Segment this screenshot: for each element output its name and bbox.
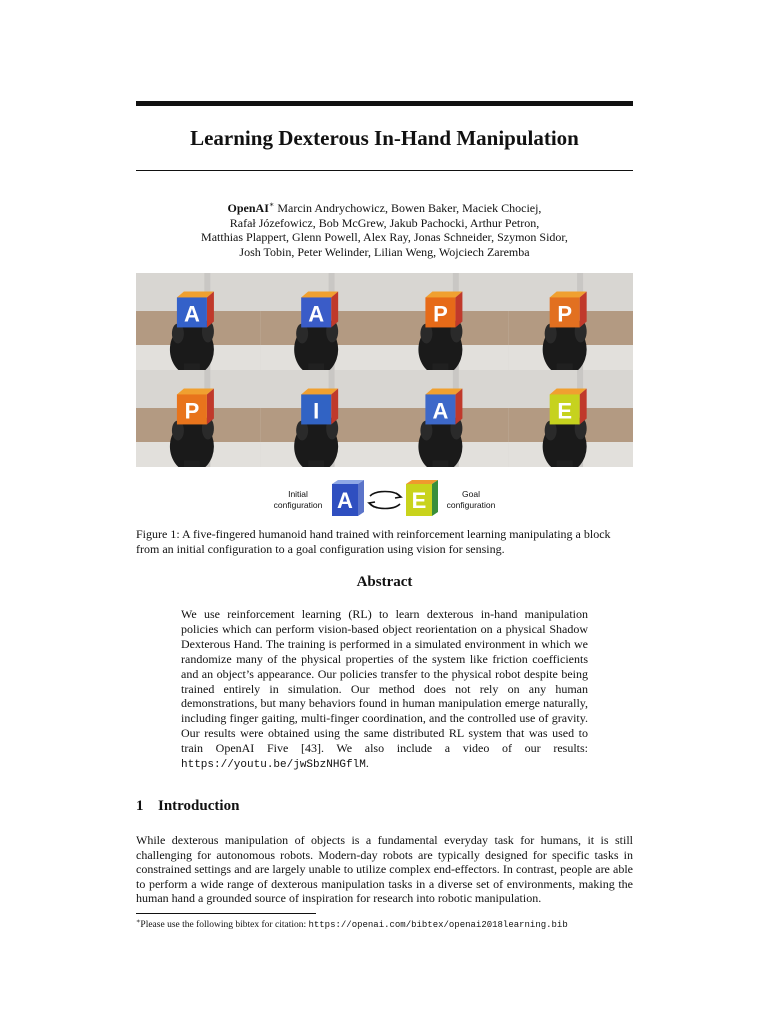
letter-cube (425, 388, 462, 424)
introduction-text: While dexterous manipulation of objects is a fundamental everyday task for humans, it is still challenging for autonomous robots. Modern-day robots are typically designed for specific tasks in constrained settings and are largely unable to utilize complex end-effectors. In contrast, people are able to perform a wide range of dexterous manipulation tasks in a diverse set of environments, making the human hand a grounded source of inspiration for research into robotic manipulation. (136, 833, 633, 905)
figure-photo-montage (136, 273, 633, 467)
letter-cube (425, 291, 462, 327)
photo-frame (136, 370, 261, 467)
svg-text:P: P (433, 301, 448, 327)
letter-cube (177, 291, 214, 327)
author-line: Josh Tobin, Peter Welinder, Lilian Weng, Wojciech Zaremba (239, 244, 530, 259)
cycle-arrows-icon (369, 492, 401, 509)
footnote-rule (136, 913, 316, 914)
letter-cube (550, 291, 587, 327)
paper-title: Learning Dexterous In-Hand Manipulation (190, 126, 579, 150)
abstract-heading: Abstract (356, 574, 413, 590)
footnote: ∗Please use the following bibtex for citation: https://openai.com/bibtex/openai2018learning.bib (136, 918, 568, 931)
abstract-text: We use reinforcement learning (RL) to learn dexterous in-hand manipulation policies which can perform vision-based object reorientation on a physical Shadow Dexterous Hand. The training is performed in a simulated environment in which we randomize many of the physical properties of the system like friction coefficients and an object’s appearance. Our policies transfer to the physical robot despite being trained entirely in simulation. Our method does not rely on any human demonstrations, but many behaviors found in human manipulation emerge naturally, including finger gaiting, multi-finger coordination, and the controlled use of gravity. Our results were obtained using the same distributed RL system that was used to train OpenAI Five [43]. We also include a video of our results: https://youtu.be/jwSbzNHGflM. (181, 607, 588, 772)
svg-text:A: A (308, 301, 325, 327)
photo-frame (385, 370, 510, 467)
photo-frame (509, 370, 633, 467)
photo-frame (260, 370, 385, 467)
title-bottom-rule (136, 170, 633, 171)
title-top-rule (136, 101, 633, 106)
svg-text:A: A (183, 301, 200, 327)
config-cube-diagram (330, 478, 440, 520)
bibtex-link[interactable]: https://openai.com/bibtex/openai2018learning.bib (308, 920, 568, 931)
author-line: Rafał Józefowicz, Bob McGrew, Jakub Pachocki, Arthur Petron, (229, 215, 540, 230)
letter-cube (177, 388, 214, 424)
author-line: OpenAI∗ Marcin Andrychowicz, Bowen Baker, Maciek Chociej, (227, 200, 542, 215)
goal-config-label: Goal configuration (446, 489, 496, 510)
initial-cube-icon (332, 480, 364, 516)
initial-config-label: Initial configuration (273, 489, 323, 510)
svg-text:A: A (432, 398, 449, 424)
figure-caption: Figure 1: A five-fingered humanoid hand trained with reinforcement learning manipulating a block from an initial configuration to a goal configuration using vision for sensing. (136, 527, 611, 556)
letter-cube (301, 388, 338, 424)
video-link[interactable]: https://youtu.be/jwSbzNHGflM (181, 759, 366, 772)
svg-text:P: P (184, 398, 200, 424)
svg-text:A: A (337, 488, 353, 513)
svg-text:E: E (411, 488, 427, 513)
letter-cube (301, 291, 338, 327)
author-list (136, 198, 633, 259)
letter-cube (550, 388, 587, 424)
author-line: Matthias Plappert, Glenn Powell, Alex Ray, Jonas Schneider, Szymon Sidor, (201, 230, 568, 245)
section-heading-introduction (136, 798, 239, 815)
svg-text:I: I (313, 398, 320, 424)
section-title: Introduction (158, 798, 240, 814)
section-number: 1 (136, 798, 144, 814)
svg-text:E: E (557, 398, 573, 424)
svg-text:P: P (557, 301, 573, 327)
org-name: OpenAI (227, 201, 269, 215)
footnote-mark: ∗ (268, 200, 275, 209)
goal-cube-icon (406, 480, 438, 516)
